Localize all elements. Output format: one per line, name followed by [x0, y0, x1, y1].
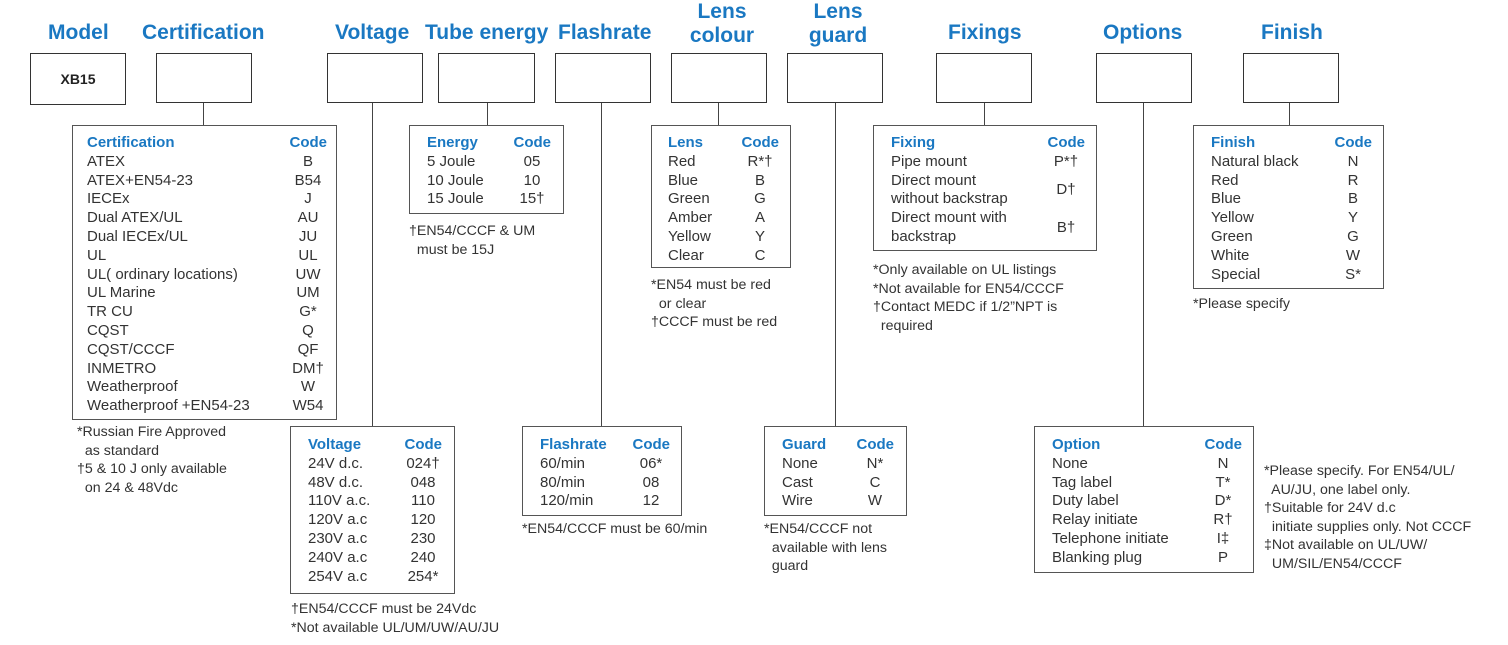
header-voltage: Voltage — [335, 21, 410, 44]
note-line: initiate supplies only. Not CCCF — [1264, 518, 1472, 535]
note-line: AU/JU, one label only. — [1264, 481, 1411, 498]
row-code: S* — [1345, 265, 1361, 283]
row-label: 60/min — [540, 454, 586, 472]
note-line: ‡Not available on UL/UW/ — [1264, 537, 1428, 554]
table-row — [308, 530, 442, 549]
note-line: †CCCF must be red — [651, 314, 778, 331]
table-row — [308, 568, 442, 587]
finish-col-label: Finish — [1211, 134, 1256, 151]
row-code: N — [1347, 152, 1359, 170]
row-label: UL( ordinary locations) — [87, 265, 238, 283]
row-label: Clear — [668, 246, 704, 264]
row-code: UM — [296, 284, 320, 302]
fixings-notes — [873, 261, 1064, 335]
row-label: Telephone initiate — [1052, 529, 1169, 547]
row-label-line2: backstrap — [891, 227, 957, 245]
header-lens-colour — [677, 0, 767, 48]
finish-table-header — [1211, 134, 1372, 153]
table-row — [87, 209, 327, 228]
row-code: N* — [866, 454, 884, 472]
finish-rows — [1211, 153, 1372, 285]
row-code: B† — [1056, 218, 1076, 236]
row-code: 254* — [407, 567, 439, 585]
connector-lens-colour — [718, 103, 719, 125]
row-code: 120 — [410, 511, 436, 529]
lens-colour-rows — [668, 153, 779, 266]
voltage-table — [308, 436, 442, 586]
fixings-slot — [936, 53, 1032, 103]
table-row — [87, 360, 327, 379]
row-label: Red — [1211, 171, 1239, 189]
row-code: 12 — [642, 492, 660, 510]
note-line: *EN54/CCCF must be 60/min — [522, 521, 708, 537]
note-line: or clear — [651, 295, 707, 312]
table-row — [427, 190, 551, 209]
row-code: 240 — [410, 548, 436, 566]
row-label: Weatherproof +EN54-23 — [87, 397, 250, 415]
tube-energy-rows — [427, 153, 551, 209]
connector-tube-energy — [487, 103, 488, 125]
certification-rows — [87, 153, 327, 416]
table-row — [87, 172, 327, 191]
row-code: 05 — [523, 152, 541, 170]
row-code: T* — [1215, 473, 1231, 491]
fixings-table — [891, 134, 1085, 247]
row-label: None — [1052, 454, 1088, 472]
table-row — [1052, 511, 1242, 530]
note-line: *Not available UL/UM/UW/AU/JU — [291, 619, 500, 636]
table-row — [668, 190, 779, 209]
note-line: *Please specify — [1193, 296, 1290, 312]
table-row — [87, 228, 327, 247]
row-label — [891, 209, 1007, 247]
row-code: B54 — [294, 171, 322, 189]
table-row — [782, 474, 894, 493]
row-label: Weatherproof — [87, 378, 178, 396]
row-code: G — [1347, 227, 1359, 245]
table-row — [891, 153, 1085, 172]
table-row — [1052, 530, 1242, 549]
tube-energy-slot — [438, 53, 535, 103]
row-label: 24V d.c. — [308, 454, 364, 472]
row-label: 230V a.c — [308, 529, 368, 547]
flashrate-table-header — [540, 436, 670, 455]
fixings-col-code: Code — [1047, 134, 1085, 151]
row-code: B — [302, 152, 313, 170]
table-row — [87, 303, 327, 322]
voltage-rows — [308, 455, 442, 587]
row-code: 230 — [410, 529, 436, 547]
lens-guard-table — [782, 436, 894, 511]
lens-colour-table — [668, 134, 779, 266]
row-label: Duty label — [1052, 492, 1119, 510]
table-row — [1211, 228, 1372, 247]
table-row — [782, 455, 894, 474]
connector-fixings — [984, 103, 985, 125]
row-label: 48V d.c. — [308, 473, 364, 491]
table-row — [87, 322, 327, 341]
row-label: CQST — [87, 321, 129, 339]
certification-table-header — [87, 134, 327, 153]
row-code: R*† — [747, 152, 773, 170]
header-options: Options — [1103, 21, 1183, 44]
table-row — [87, 247, 327, 266]
note-line: available with lens — [764, 539, 888, 556]
lens-colour-slot — [671, 53, 767, 103]
table-row — [1052, 474, 1242, 493]
table-row — [87, 190, 327, 209]
row-label-line1: Direct mount with — [891, 209, 1007, 227]
table-row — [1211, 209, 1372, 228]
fixings-col-label: Fixing — [891, 134, 936, 151]
voltage-col-label: Voltage — [308, 436, 362, 453]
table-row — [308, 549, 442, 568]
table-row — [891, 172, 1085, 210]
table-row — [668, 209, 779, 228]
row-label: ATEX — [87, 152, 126, 170]
row-label: IECEx — [87, 190, 130, 208]
note-line: †Contact MEDC if 1/2”NPT is — [873, 299, 1058, 316]
finish-notes — [1193, 295, 1290, 314]
table-row — [87, 397, 327, 416]
connector-options — [1143, 103, 1144, 426]
row-code: Q — [302, 321, 314, 339]
table-row — [1052, 492, 1242, 511]
note-line: *EN54 must be red — [651, 277, 771, 293]
row-label: Relay initiate — [1052, 511, 1138, 529]
tube-energy-col-label: Energy — [427, 134, 478, 151]
note-line: *Russian Fire Approved — [77, 424, 227, 440]
row-label: Yellow — [668, 227, 711, 245]
row-code: J — [304, 190, 312, 208]
lens-colour-col-label: Lens — [668, 134, 704, 151]
row-label: Green — [1211, 227, 1253, 245]
tube-energy-col-code: Code — [513, 134, 551, 151]
row-code: B — [754, 171, 765, 189]
row-label: Pipe mount — [891, 152, 967, 170]
table-row — [668, 228, 779, 247]
table-row — [87, 284, 327, 303]
options-rows — [1052, 455, 1242, 568]
row-label: ATEX+EN54-23 — [87, 171, 194, 189]
row-label: INMETRO — [87, 359, 157, 377]
note-line: required — [873, 317, 933, 334]
row-code: D* — [1214, 492, 1232, 510]
note-line: UM/SIL/EN54/CCCF — [1264, 555, 1402, 572]
header-lens-colour-line1: Lens — [697, 0, 747, 23]
header-lens-guard-line2: guard — [808, 24, 868, 47]
row-label: 15 Joule — [427, 190, 484, 208]
row-label: UL — [87, 246, 107, 264]
row-label: Blue — [1211, 190, 1242, 208]
row-label: 80/min — [540, 473, 586, 491]
table-row — [308, 511, 442, 530]
row-code: C — [754, 246, 766, 264]
row-code: N — [1217, 454, 1229, 472]
flashrate-slot — [555, 53, 651, 103]
header-lens-colour-line2: colour — [689, 24, 755, 47]
note-line: †EN54/CCCF & UM — [409, 223, 536, 239]
note-line: on 24 & 48Vdc — [77, 479, 178, 496]
row-label: None — [782, 454, 818, 472]
row-code: W54 — [292, 397, 324, 415]
table-row — [540, 474, 670, 493]
table-row — [1211, 266, 1372, 285]
tube-energy-notes — [409, 222, 535, 259]
row-code: W — [300, 378, 316, 396]
fixings-table-header — [891, 134, 1085, 153]
row-label-line2: without backstrap — [891, 190, 1008, 208]
row-label: Red — [668, 152, 696, 170]
header-model: Model — [48, 21, 109, 44]
note-line: as standard — [77, 442, 160, 459]
header-fixings: Fixings — [948, 21, 1022, 44]
finish-table — [1211, 134, 1372, 284]
tube-energy-table-header — [427, 134, 551, 153]
table-row — [1211, 247, 1372, 266]
row-code: P — [1217, 548, 1228, 566]
table-row — [540, 492, 670, 511]
row-code: QF — [297, 340, 319, 358]
lens-colour-col-code: Code — [741, 134, 779, 151]
voltage-table-header — [308, 436, 442, 455]
voltage-col-code: Code — [404, 436, 442, 453]
flashrate-rows — [540, 455, 670, 511]
row-code: B — [1347, 190, 1358, 208]
row-code: 08 — [642, 473, 660, 491]
note-line: must be 15J — [409, 241, 495, 258]
row-code: D† — [1056, 180, 1076, 198]
row-label: 5 Joule — [427, 152, 476, 170]
header-lens-guard — [793, 0, 883, 48]
row-label-line1: Direct mount — [891, 171, 977, 189]
row-code: DM† — [292, 359, 324, 377]
note-line: *Only available on UL listings — [873, 262, 1057, 278]
row-label: Tag label — [1052, 473, 1113, 491]
options-slot — [1096, 53, 1192, 103]
row-label: CQST/CCCF — [87, 340, 175, 358]
row-label: Dual ATEX/UL — [87, 209, 183, 227]
header-flashrate: Flashrate — [558, 21, 652, 44]
table-row — [1211, 190, 1372, 209]
voltage-slot — [327, 53, 423, 103]
note-line: *Please specify. For EN54/UL/ — [1264, 463, 1455, 479]
certification-col-code: Code — [289, 134, 327, 151]
connector-certification — [203, 103, 204, 125]
table-row — [668, 172, 779, 191]
row-label: 10 Joule — [427, 171, 484, 189]
row-label: 110V a.c. — [308, 492, 371, 510]
row-label: Dual IECEx/UL — [87, 227, 188, 245]
row-label: Cast — [782, 473, 813, 491]
table-row — [427, 172, 551, 191]
lens-guard-col-code: Code — [856, 436, 894, 453]
connector-finish — [1289, 103, 1290, 125]
table-row — [87, 266, 327, 285]
voltage-notes — [291, 600, 499, 637]
note-line: *Not available for EN54/CCCF — [873, 280, 1064, 297]
row-label: Special — [1211, 265, 1261, 283]
note-line: guard — [764, 558, 809, 575]
row-code: R† — [1213, 511, 1233, 529]
note-line: †EN54/CCCF must be 24Vdc — [291, 601, 477, 617]
row-code: G* — [299, 303, 317, 321]
row-code: 048 — [410, 473, 436, 491]
connector-lens-guard — [835, 103, 836, 426]
table-row — [1211, 172, 1372, 191]
fixings-rows — [891, 153, 1085, 247]
tube-energy-table — [427, 134, 551, 209]
table-row — [668, 247, 779, 266]
row-code: AU — [297, 209, 319, 227]
table-row — [1211, 153, 1372, 172]
row-label: Natural black — [1211, 152, 1299, 170]
row-label: White — [1211, 246, 1250, 264]
row-label: Amber — [668, 209, 713, 227]
row-label: 120/min — [540, 492, 594, 510]
row-label: Yellow — [1211, 209, 1254, 227]
row-code: Y — [754, 227, 765, 245]
row-code: UW — [295, 265, 321, 283]
table-row — [891, 209, 1085, 247]
options-col-label: Option — [1052, 436, 1101, 453]
row-code: P*† — [1053, 152, 1079, 170]
lens-guard-table-header — [782, 436, 894, 455]
finish-col-code: Code — [1334, 134, 1372, 151]
flashrate-table — [540, 436, 670, 511]
row-label: TR CU — [87, 303, 133, 321]
header-lens-guard-line1: Lens — [813, 0, 863, 23]
header-tube-energy: Tube energy — [425, 21, 549, 44]
certification-notes — [77, 423, 227, 497]
lens-colour-notes — [651, 276, 777, 332]
row-code: R — [1347, 171, 1359, 189]
row-label: 254V a.c — [308, 567, 368, 585]
note-line: *EN54/CCCF not — [764, 521, 873, 537]
row-label: Wire — [782, 492, 813, 510]
connector-flashrate — [601, 103, 602, 426]
note-line: †Suitable for 24V d.c — [1264, 500, 1396, 517]
options-table — [1052, 436, 1242, 568]
table-row — [1052, 549, 1242, 568]
row-label: UL Marine — [87, 284, 156, 302]
connector-voltage — [372, 103, 373, 426]
row-code: Y — [1347, 209, 1358, 227]
model-slot: XB15 — [30, 53, 126, 105]
flashrate-col-label: Flashrate — [540, 436, 607, 453]
lens-colour-table-header — [668, 134, 779, 153]
certification-table — [87, 134, 327, 416]
lens-guard-slot — [787, 53, 883, 103]
row-code: JU — [298, 227, 318, 245]
row-code: 15† — [519, 190, 545, 208]
table-row — [87, 378, 327, 397]
flashrate-col-code: Code — [632, 436, 670, 453]
finish-slot — [1243, 53, 1339, 103]
table-row — [782, 492, 894, 511]
options-notes — [1264, 462, 1471, 574]
lens-guard-notes — [764, 520, 887, 576]
row-label: 120V a.c — [308, 511, 368, 529]
row-code: I‡ — [1216, 529, 1230, 547]
lens-guard-col-label: Guard — [782, 436, 827, 453]
row-code: UL — [298, 246, 318, 264]
row-label: Green — [668, 190, 710, 208]
row-code: W — [867, 492, 883, 510]
table-row — [308, 474, 442, 493]
row-code: G — [754, 190, 766, 208]
certification-slot — [156, 53, 252, 103]
options-col-code: Code — [1204, 436, 1242, 453]
table-row — [1052, 455, 1242, 474]
row-code: 110 — [411, 492, 435, 510]
table-row — [668, 153, 779, 172]
header-certification: Certification — [142, 21, 265, 44]
table-row — [308, 455, 442, 474]
row-code: C — [869, 473, 881, 491]
lens-guard-rows — [782, 455, 894, 511]
row-code: 06* — [639, 454, 663, 472]
row-code: A — [754, 209, 765, 227]
note-line: †5 & 10 J only available — [77, 461, 227, 478]
certification-col-label: Certification — [87, 134, 175, 151]
table-row — [427, 153, 551, 172]
options-table-header — [1052, 436, 1242, 455]
header-finish: Finish — [1261, 21, 1323, 44]
table-row — [87, 341, 327, 360]
row-label: Blue — [668, 171, 699, 189]
row-label — [891, 172, 1008, 210]
table-row — [308, 492, 442, 511]
row-label: 240V a.c — [308, 548, 368, 566]
row-label: Blanking plug — [1052, 548, 1143, 566]
row-code: W — [1345, 246, 1361, 264]
table-row — [540, 455, 670, 474]
row-code: 10 — [523, 171, 541, 189]
row-code: 024† — [406, 454, 440, 472]
flashrate-notes — [522, 520, 707, 539]
table-row — [87, 153, 327, 172]
